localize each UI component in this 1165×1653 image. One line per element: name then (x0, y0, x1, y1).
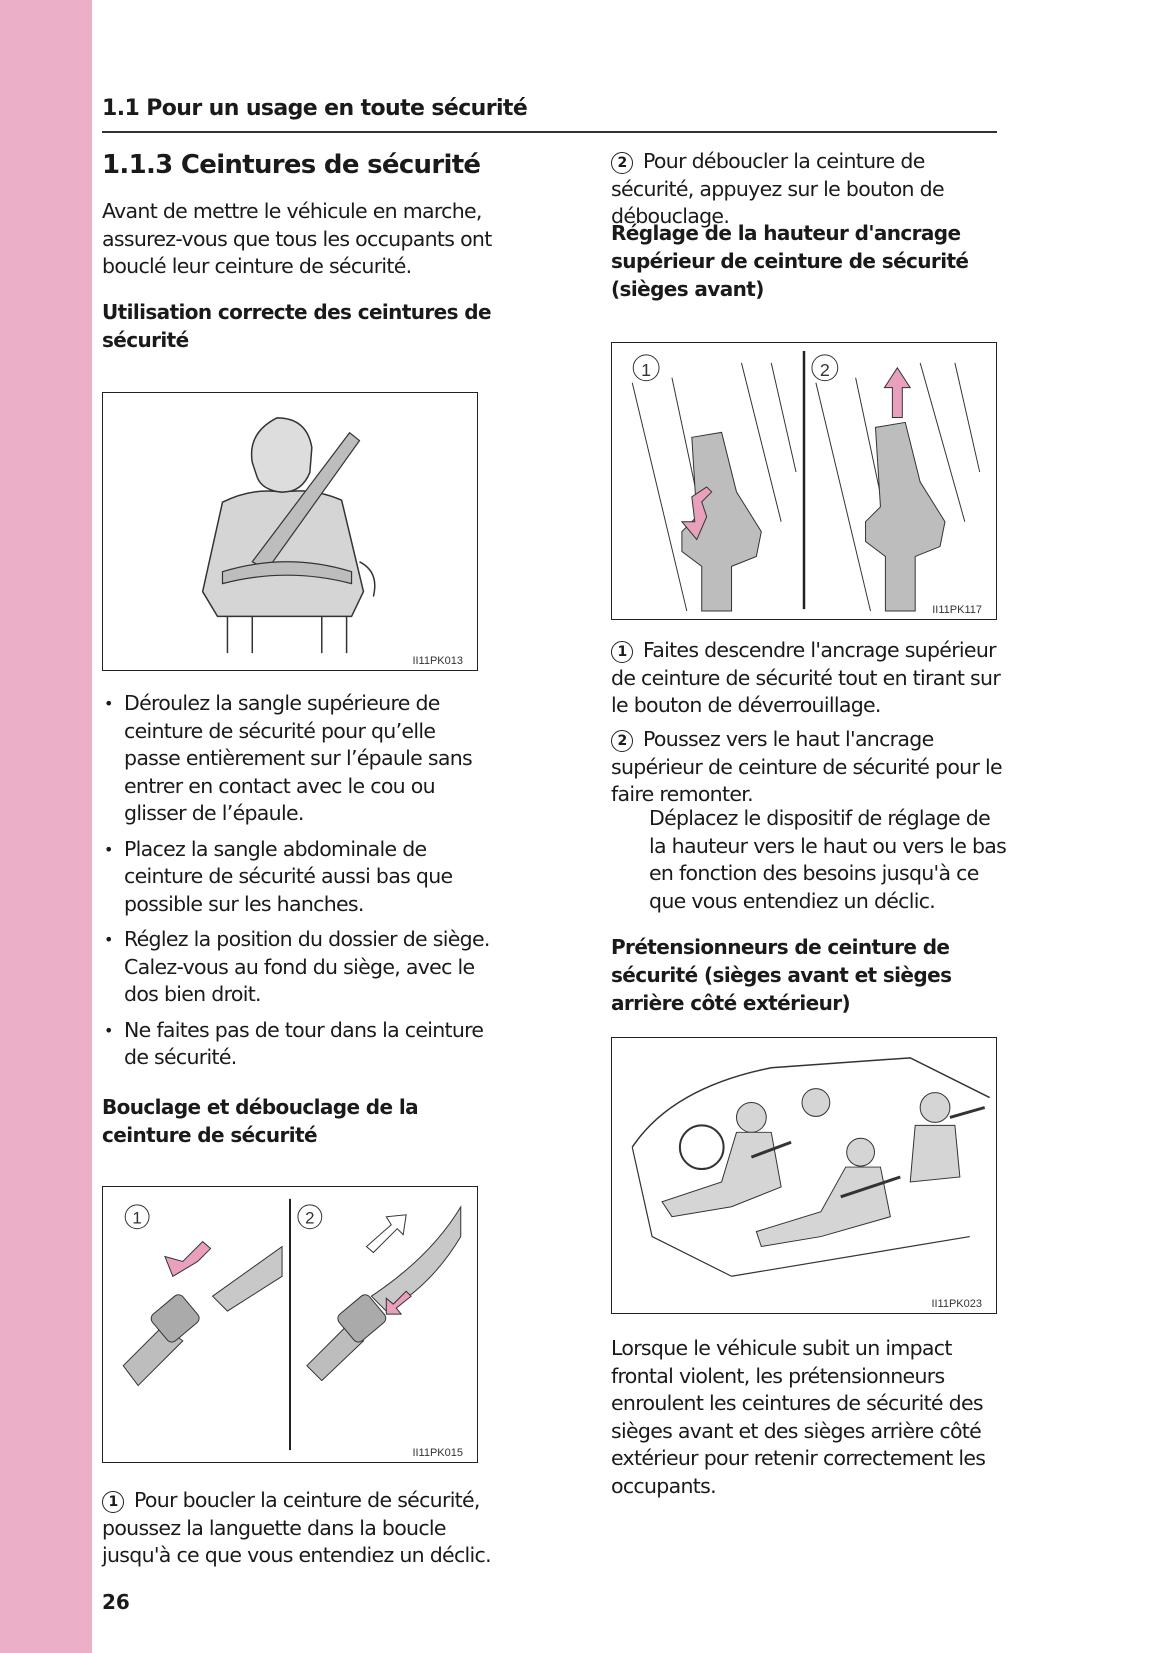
step-text: Faites descendre l'ancrage supérieur de ceinture de sécurité tout en tirant sur le bouton de déverrouillage. (611, 638, 1001, 717)
step-text: Pour déboucler la ceinture de sécurité, appuyez sur le bouton de débouclage. (611, 149, 944, 228)
figure-pretensioners (611, 1037, 997, 1314)
height-step-2 (611, 726, 1011, 809)
step-number-badge: 2 (611, 730, 633, 752)
pretensioner-paragraph: Lorsque le véhicule subit un impact frontal violent, les prétensionneurs enroulent les ceintures de sécurité des sièges avant et des sièges arrière côté extérieur pour retenir correctement les occupants. (611, 1336, 986, 1498)
header-divider (102, 131, 997, 133)
page-number: 26 (102, 1590, 130, 1614)
figure-code: II11PK015 (412, 1447, 463, 1459)
buckle-step-1 (102, 1487, 497, 1570)
panel-label-2: 2 (819, 359, 830, 380)
step-number-badge: 1 (102, 1491, 124, 1513)
bullet-item: • Placez la sangle abdominale de ceinture de sécurité aussi bas que possible sur les hanches. (102, 836, 492, 919)
section-header: 1.1 Pour un usage en toute sécurité (102, 96, 528, 121)
pretensioner-heading: Prétensionneurs de ceinture de sécurité (sièges avant et sièges arrière côté extérieur) (611, 935, 952, 1015)
figure-buckling (102, 1186, 478, 1463)
step-text: Poussez vers le haut l'ancrage supérieur de ceinture de sécurité pour le faire remonter. (611, 727, 1002, 806)
figure-code: II11PK023 (931, 1298, 982, 1310)
buckle-heading: Bouclage et débouclage de la ceinture de sécurité (102, 1095, 418, 1147)
height-adjust-heading: Réglage de la hauteur d'ancrage supérieur de ceinture de sécurité (sièges avant) (611, 221, 969, 301)
intro-paragraph: Avant de mettre le véhicule en marche, assurez-vous que tous les occupants ont bouclé leur ceinture de sécurité. (102, 199, 492, 278)
panel-label-2: 2 (305, 1208, 315, 1228)
chapter-color-sidebar (0, 0, 92, 1653)
bullet-item: • Déroulez la sangle supérieure de ceinture de sécurité pour qu’elle passe entièrement sur l’épaule sans entrer en contact avec le cou ou glisser de l’épaule. (102, 690, 492, 828)
panel-label-1: 1 (641, 359, 652, 380)
seated-occupant-illustration (103, 393, 477, 670)
figure-code: II11PK117 (932, 604, 982, 616)
height-note: Déplacez le dispositif de réglage de la hauteur vers le haut ou vers le bas en fonction des besoins jusqu'à ce que vous entendiez un déclic. (649, 806, 1007, 913)
step-number-badge: 1 (611, 641, 633, 663)
bullet-item: • Réglez la position du dossier de siège. Calez-vous au fond du siège, avec le dos bien droit. (102, 926, 492, 1009)
height-step-1 (611, 637, 1011, 720)
pretensioner-car-interior-illustration (612, 1038, 996, 1313)
figure-seated-occupant (102, 392, 478, 671)
step-text: Pour boucler la ceinture de sécurité, poussez la languette dans la boucle jusqu'à ce que vous entendiez un déclic. (102, 1488, 491, 1567)
figure-anchor-height (611, 342, 997, 620)
usage-bullet-list (102, 690, 492, 1080)
anchor-height-illustration (612, 343, 996, 619)
buckling-illustration (103, 1187, 477, 1462)
panel-label-1: 1 (132, 1208, 142, 1228)
figure-code: II11PK013 (412, 655, 463, 667)
page-title: 1.1.3 Ceintures de sécurité (102, 150, 481, 180)
bullet-item: • Ne faites pas de tour dans la ceinture de sécurité. (102, 1017, 492, 1072)
step-number-badge: 2 (611, 152, 633, 174)
usage-heading: Utilisation correcte des ceintures de sécurité (102, 300, 491, 352)
